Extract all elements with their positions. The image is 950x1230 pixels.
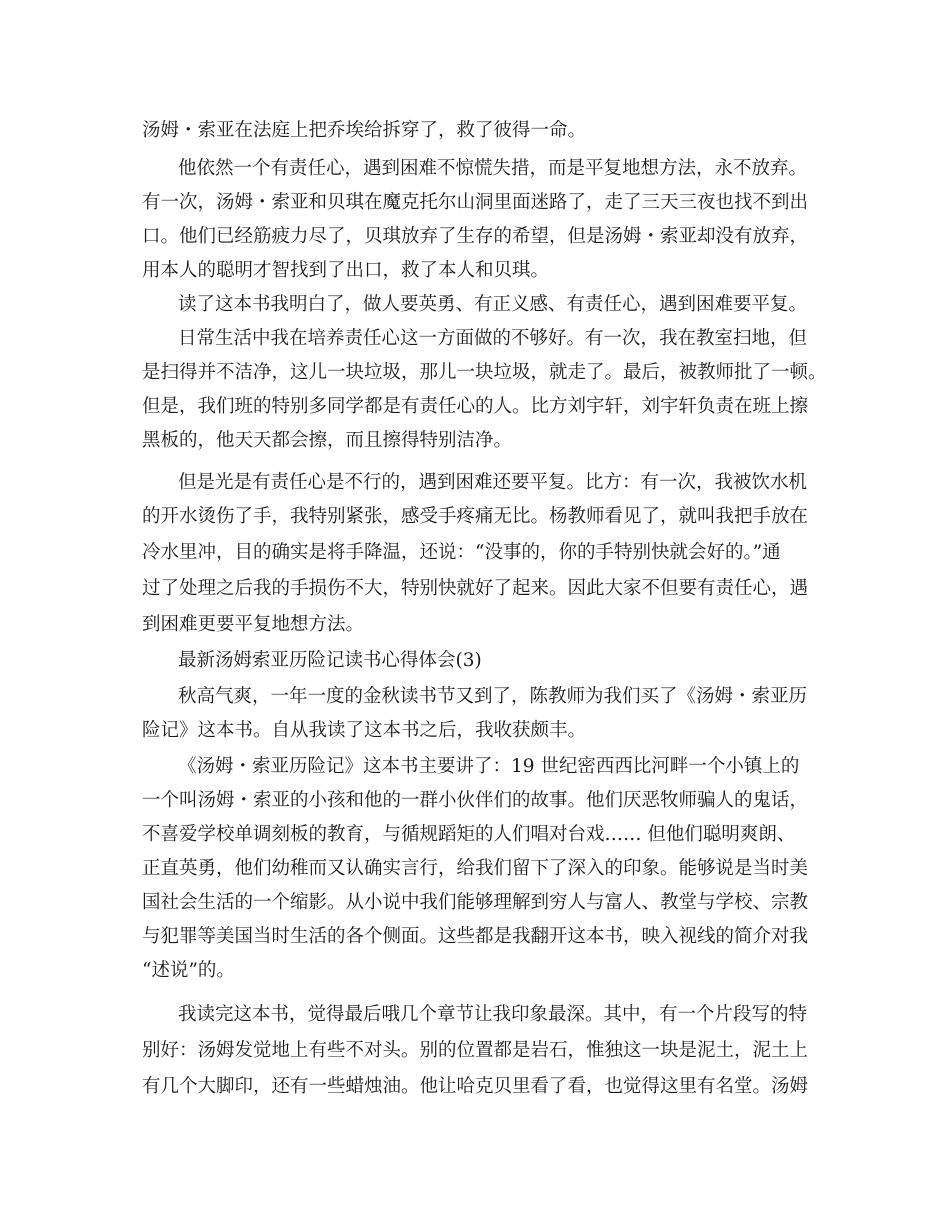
paragraph-start-line: 《汤姆・索亚历险记》这本书主要讲了：19 世纪密西西比河畔一个小镇上的 <box>178 756 800 777</box>
text-line: 一个叫汤姆・索亚的小孩和他的一群小伙伴们的故事。他们厌恶牧师骗人的鬼话， <box>142 790 809 811</box>
text-line: 黑板的，他天天都会擦，而且擦得特别洁净。 <box>142 430 513 451</box>
text-line: 到困难更要平复地想方法。 <box>142 614 365 635</box>
text-line: 但是，我们班的特别多同学都是有责任心的人。比方刘宇轩，刘宇轩负责在班上擦 <box>142 396 809 417</box>
text-line: 过了处理之后我的手损伤不大，特别快就好了起来。因此大家不但要有责任心，遇 <box>142 578 809 599</box>
text-line: 是扫得并不洁净，这儿一块垃圾，那儿一块垃圾，就走了。最后，被教师批了一顿。 <box>142 362 827 383</box>
section-heading: 最新汤姆索亚历险记读书心得体会(3) <box>178 650 482 671</box>
paragraph-start-line: 读了这本书我明白了，做人要英勇、有正义感、有责任心，遇到困难要平复。 <box>178 294 808 315</box>
text-line: 有几个大脚印，还有一些蜡烛油。他让哈克贝里看了看，也觉得这里有名堂。汤姆 <box>142 1076 809 1097</box>
text-line: 冷水里冲，目的确实是将手降温，还说：“没事的，你的手特别快就会好的。”通 <box>142 542 781 563</box>
paragraph-start-line: 秋高气爽，一年一度的金秋读书节又到了，陈教师为我们买了《汤姆・索亚历 <box>178 686 808 707</box>
text-line: 的开水烫伤了手，我特别紧张，感受手疼痛无比。杨教师看见了，就叫我把手放在 <box>142 506 809 527</box>
text-line: 口。他们已经筋疲力尽了，贝琪放弃了生存的希望，但是汤姆・索亚却没有放弃， <box>142 226 809 247</box>
text-line: 国社会生活的一个缩影。从小说中我们能够理解到穷人与富人、教堂与学校、宗教 <box>142 892 809 913</box>
text-line: 用本人的聪明才智找到了出口，救了本人和贝琪。 <box>142 260 550 281</box>
paragraph-start-line: 我读完这本书，觉得最后哦几个章节让我印象最深。其中，有一个片段写的特 <box>178 1004 808 1025</box>
text-line: 正直英勇，他们幼稚而又认确实言行，给我们留下了深入的印象。能够说是当时美 <box>142 858 809 879</box>
text-line: “述说”的。 <box>142 960 235 981</box>
text-line: 有一次，汤姆・索亚和贝琪在魔克托尔山洞里面迷路了，走了三天三夜也找不到出 <box>142 192 809 213</box>
text-line: 不喜爱学校单调刻板的教育，与循规蹈矩的人们唱对台戏…… 但他们聪明爽朗、 <box>142 824 796 845</box>
paragraph-start-line: 他依然一个有责任心，遇到困难不惊慌失措，而是平复地想方法，永不放弃。 <box>178 158 808 179</box>
text-line: 与犯罪等美国当时生活的各个侧面。这些都是我翻开这本书，映入视线的简介对我 <box>142 926 809 947</box>
paragraph-start-line: 日常生活中我在培养责任心这一方面做的不够好。有一次，我在教室扫地，但 <box>178 328 808 349</box>
text-line: 别好：汤姆发觉地上有些不对头。别的位置都是岩石，惟独这一块是泥土，泥土上 <box>142 1040 809 1061</box>
text-line: 汤姆・索亚在法庭上把乔埃给拆穿了，救了彼得一命。 <box>142 120 587 141</box>
paragraph-start-line: 但是光是有责任心是不行的，遇到困难还要平复。比方：有一次，我被饮水机 <box>178 472 808 493</box>
text-line: 险记》这本书。自从我读了这本书之后，我收获颇丰。 <box>142 720 587 741</box>
